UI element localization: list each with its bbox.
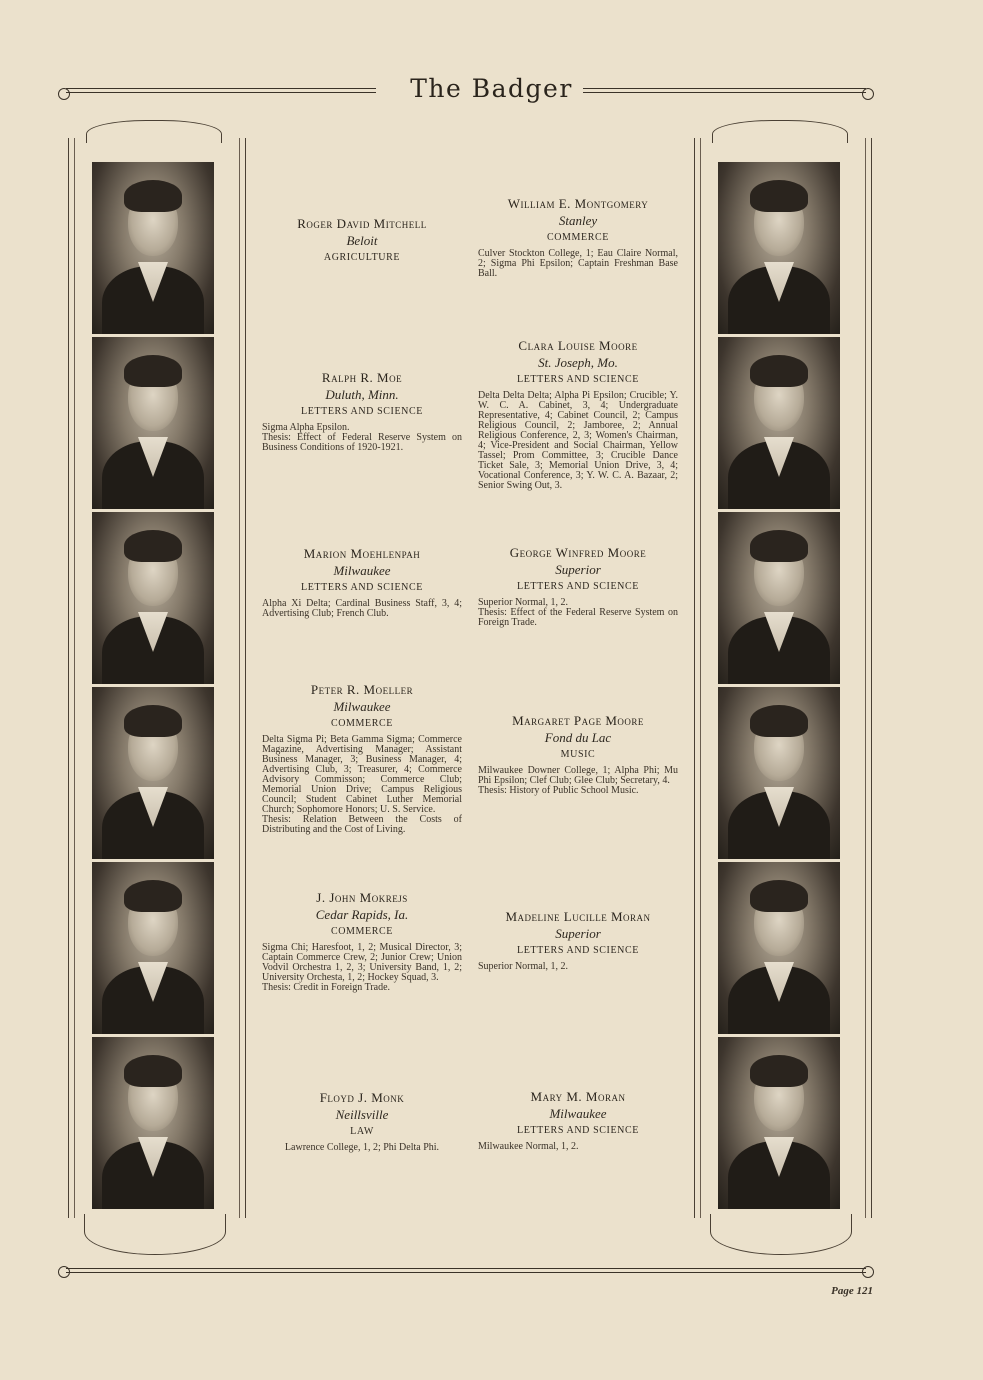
portrait-photo	[92, 512, 214, 684]
student-college: MUSIC	[560, 749, 596, 760]
student-hometown: Superior	[555, 926, 601, 941]
student-name: Peter R. Moeller	[310, 682, 414, 697]
portrait-photo	[92, 337, 214, 509]
student-name: Margaret Page Moore	[512, 713, 644, 728]
student-hometown: Superior	[555, 562, 601, 577]
student-entry	[262, 1090, 462, 1153]
page-title: The Badger	[0, 74, 983, 103]
student-hometown: Milwaukee	[333, 563, 391, 578]
portrait-photo	[92, 1037, 214, 1209]
footer-rule	[66, 1268, 866, 1273]
student-entry	[478, 713, 678, 796]
student-entry	[262, 890, 462, 993]
student-activities: Delta Delta Delta; Alpha Pi Epsilon; Crucible; Y. W. C. A. Cabinet, 3, 4; Undergraduate Representative, 4; Cabinet Council, 2; Campus Religious Council, 2; Jamboree, 2; Annual Religious Conference, 2, 3; Women's Chairman, 4; Vice-President and Social Chairman, Yellow Tassel; Prom Committee, 3; Crucible Dance Ticket Sale, 3; Memorial Union Drive, 3, 4; Vocational Conference, 3; Y. W. C. A. Bazaar, 2; Senior Swing Out, 3.	[478, 390, 678, 491]
student-activities: Milwaukee Downer College, 1; Alpha Phi; Mu Phi Epsilon; Clef Club; Glee Club; Secretary, 4. Thesis: History of Public School Music.	[478, 765, 678, 796]
footer-curl-right	[862, 1266, 874, 1278]
student-name: Mary M. Moran	[530, 1089, 626, 1104]
student-activities: Sigma Chi; Haresfoot, 1, 2; Musical Director, 3; Captain Commerce Crew, 2; Junior Crew; Union Vodvil Orchestra 1, 2, 3; University Band, 1, 2; University Orchesta, 1, 2; Hockey Squad, 3. Thesis: Credit in Foreign Trade.	[262, 942, 462, 993]
student-college: COMMERCE	[330, 926, 394, 937]
portrait-photo	[718, 687, 840, 859]
student-hometown: Stanley	[558, 213, 598, 228]
portrait-photo	[718, 162, 840, 334]
student-activities: Superior Normal, 1, 2. Thesis: Effect of the Federal Reserve System on Foreign Trade.	[478, 597, 678, 628]
left-column-base	[84, 1214, 226, 1255]
student-name: Floyd J. Monk	[319, 1090, 405, 1105]
portrait-photo	[92, 862, 214, 1034]
student-hometown: Cedar Rapids, Ia.	[315, 907, 409, 922]
student-hometown: Duluth, Minn.	[325, 387, 399, 402]
student-entry	[478, 545, 678, 628]
right-column-base	[710, 1214, 852, 1255]
student-college: COMMERCE	[546, 232, 610, 243]
student-hometown: Neillsville	[335, 1107, 389, 1122]
student-activities: Alpha Xi Delta; Cardinal Business Staff, 3, 4; Advertising Club; French Club.	[262, 598, 462, 619]
student-hometown: Fond du Lac	[544, 730, 612, 745]
student-entry	[478, 1089, 678, 1152]
student-entry	[478, 196, 678, 279]
page-number: Page 121	[831, 1285, 873, 1297]
student-college: LETTERS AND SCIENCE	[517, 945, 639, 956]
student-college: LETTERS AND SCIENCE	[517, 1125, 639, 1136]
student-activities: Delta Sigma Pi; Beta Gamma Sigma; Commerce Magazine, Advertising Manager; Assistant Business Manager, 3; Business Manager, 4; Advertising Club, 3; Treasurer, 4; Commerce Advisory Commisson; Commerce Club; Memorial Union Drive; Campus Religious Council; Student Cabinet Luther Memorial Church; Sophomore Honors; U. S. Service. Thesis: Relation Between the Costs of Distributing and the Cost of Living.	[262, 734, 462, 835]
student-name: Madeline Lucille Moran	[505, 909, 651, 924]
portrait-photo	[718, 1037, 840, 1209]
student-name: George Winfred Moore	[509, 545, 647, 560]
student-entry	[262, 216, 462, 263]
portrait-photo	[718, 337, 840, 509]
student-college: AGRICULTURE	[323, 252, 401, 263]
student-college: LETTERS AND SCIENCE	[517, 581, 639, 592]
student-name: Marion Moehlenpah	[303, 546, 421, 561]
student-college: LETTERS AND SCIENCE	[301, 406, 423, 417]
student-college: COMMERCE	[330, 718, 394, 729]
student-hometown: Milwaukee	[549, 1106, 607, 1121]
student-entry	[262, 682, 462, 835]
student-hometown: St. Joseph, Mo.	[538, 355, 618, 370]
student-entry	[262, 370, 462, 453]
student-entry	[478, 338, 678, 491]
student-hometown: Milwaukee	[333, 699, 391, 714]
student-college: LETTERS AND SCIENCE	[301, 582, 423, 593]
portrait-photo	[92, 162, 214, 334]
student-college: LETTERS AND SCIENCE	[517, 374, 639, 385]
student-activities: Milwaukee Normal, 1, 2.	[478, 1141, 579, 1152]
student-activities: Lawrence College, 1, 2; Phi Delta Phi.	[284, 1142, 440, 1153]
student-activities: Culver Stockton College, 1; Eau Claire Normal, 2; Sigma Phi Epsilon; Captain Freshman Base Ball.	[478, 248, 678, 279]
student-activities: Sigma Alpha Epsilon. Thesis: Effect of Federal Reserve System on Business Conditions of 1920-1921.	[262, 422, 462, 453]
student-name: Roger David Mitchell	[297, 216, 427, 231]
student-name: Clara Louise Moore	[518, 338, 638, 353]
student-college: LAW	[350, 1126, 374, 1137]
footer-curl-left	[58, 1266, 70, 1278]
student-name: J. John Mokrejs	[316, 890, 408, 905]
portrait-photo	[92, 687, 214, 859]
student-name: William E. Montgomery	[507, 196, 649, 211]
portrait-photo	[718, 512, 840, 684]
student-hometown: Beloit	[346, 233, 378, 248]
student-entry	[478, 909, 678, 972]
portrait-photo	[718, 862, 840, 1034]
student-entry	[262, 546, 462, 619]
student-name: Ralph R. Moe	[321, 370, 403, 385]
student-activities: Superior Normal, 1, 2.	[478, 961, 568, 972]
